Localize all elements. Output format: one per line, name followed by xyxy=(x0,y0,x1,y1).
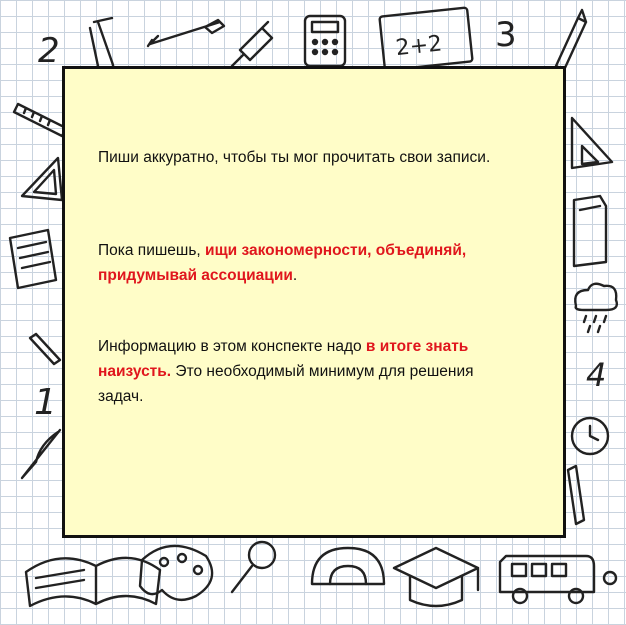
school-bus-icon xyxy=(500,556,594,603)
ruler-icon xyxy=(14,104,66,136)
folder-icon xyxy=(574,196,606,266)
paragraph-2-prefix: Пока пишешь, xyxy=(98,242,206,259)
chalkboard-text: 2+2 xyxy=(394,31,444,62)
paragraph-3-prefix: Информацию в этом конспекте надо xyxy=(98,338,366,355)
note-paragraph-2 xyxy=(98,238,513,288)
palette-icon xyxy=(140,546,212,600)
note-paragraph-1 xyxy=(98,145,513,170)
paragraph-3-highlight: в итоге знать наизусть. xyxy=(98,338,469,380)
doodle-number-one: 1 xyxy=(34,382,57,423)
doodle-number-three: 3 xyxy=(495,15,517,55)
magnifier-icon xyxy=(232,542,275,592)
alarm-clock-icon xyxy=(572,418,608,454)
paragraph-2-suffix: . xyxy=(292,267,298,284)
note-card xyxy=(62,66,566,538)
protractor-icon xyxy=(312,548,384,584)
feather-pen-icon xyxy=(22,430,60,478)
right-pencil-icon xyxy=(568,466,584,524)
paragraph-3-suffix: Это необходимый минимум для решения задач. xyxy=(98,363,474,405)
notepad-icon xyxy=(10,230,56,288)
paragraph-1-text: Пиши аккуратно, чтобы ты мог прочитать свои записи. xyxy=(98,149,491,166)
brush-icon xyxy=(148,20,224,46)
paragraph-2-highlight: ищи закономерности, объединяй, придумывай ассоциации xyxy=(98,242,467,284)
calculator-icon xyxy=(305,16,345,66)
crayon-icon xyxy=(30,334,60,364)
set-square-icon xyxy=(22,158,62,200)
paint-tube-icon xyxy=(232,22,272,66)
chalkboard-icon xyxy=(379,8,472,71)
pencil-icon xyxy=(556,10,586,70)
cloud-rain-icon xyxy=(575,284,617,332)
doodle-number-two: 2 xyxy=(38,31,60,71)
note-paragraph-3 xyxy=(98,334,513,409)
doodle-number-four: 4 xyxy=(586,356,607,394)
flower-icon xyxy=(604,572,616,584)
right-set-square-icon xyxy=(572,118,612,168)
graduation-cap-icon xyxy=(394,548,478,606)
